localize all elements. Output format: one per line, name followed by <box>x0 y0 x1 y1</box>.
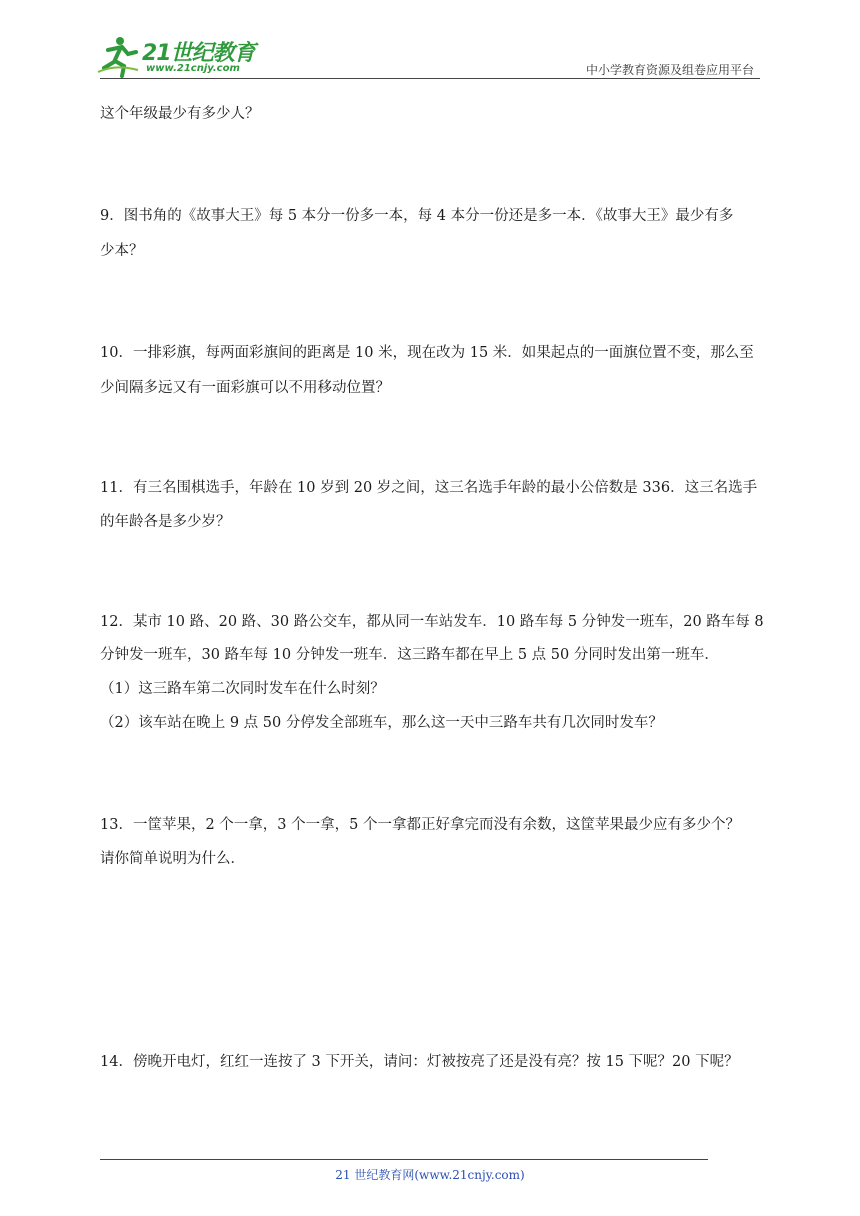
page-header <box>0 0 860 80</box>
logo-url: www.21cnjy.com <box>146 63 240 74</box>
question-10-line-1: 10．一排彩旗，每两面彩旗间的距离是 10 米，现在改为 15 米．如果起点的一面旗位置不变，那么至 <box>100 345 754 361</box>
logo-title: 21世纪教育 <box>142 41 255 66</box>
question-10-line-2: 少间隔多远又有一面彩旗可以不用移动位置？ <box>100 380 390 396</box>
question-14-line-1: 14．傍晚开电灯，红红一连按了 3 下开关，请问：灯被按亮了还是没有亮？按 15 下呢？20 下呢？ <box>100 1054 739 1070</box>
question-12-line-2: 分钟发一班车，30 路车每 10 分钟发一班车．这三路车都在早上 5 点 50 分同时发出第一班车． <box>100 647 719 663</box>
question-12-line-1: 12．某市 10 路、20 路、30 路公交车，都从同一车站发车．10 路车每 5 分钟发一班车，20 路车每 8 <box>100 614 764 630</box>
question-13-line-2: 请你简单说明为什么． <box>100 851 245 867</box>
platform-tagline: 中小学教育资源及组卷应用平台 <box>585 63 754 77</box>
question-8-tail: 这个年级最少有多少人？ <box>100 106 260 122</box>
header-divider <box>100 78 760 79</box>
question-11-line-1: 11．有三名围棋选手，年龄在 10 岁到 20 岁之间，这三名选手年龄的最小公倍数是 336．这三名选手 <box>100 480 758 496</box>
question-9-line-2: 少本？ <box>100 243 144 259</box>
question-11-line-2: 的年龄各是多少岁？ <box>100 514 231 530</box>
question-12-part-1: （1）这三路车第二次同时发车在什么时刻？ <box>100 681 385 697</box>
site-logo[interactable] <box>96 34 266 78</box>
question-9-line-1: 9．图书角的《故事大王》每 5 本分一份多一本，每 4 本分一份还是多一本．《故事大王》最少有多 <box>100 208 734 224</box>
footer-link[interactable]: 21 世纪教育网(www.21cnjy.com) <box>335 1168 525 1182</box>
footer-divider <box>100 1159 708 1160</box>
question-13-line-1: 13．一筐苹果，2 个一拿，3 个一拿，5 个一拿都正好拿完而没有余数，这筐苹果最少应有多少个？ <box>100 817 740 833</box>
question-12-part-2: （2）该车站在晚上 9 点 50 分停发全部班车，那么这一天中三路车共有几次同时发车？ <box>100 715 663 731</box>
runner-logo-icon <box>96 34 140 78</box>
